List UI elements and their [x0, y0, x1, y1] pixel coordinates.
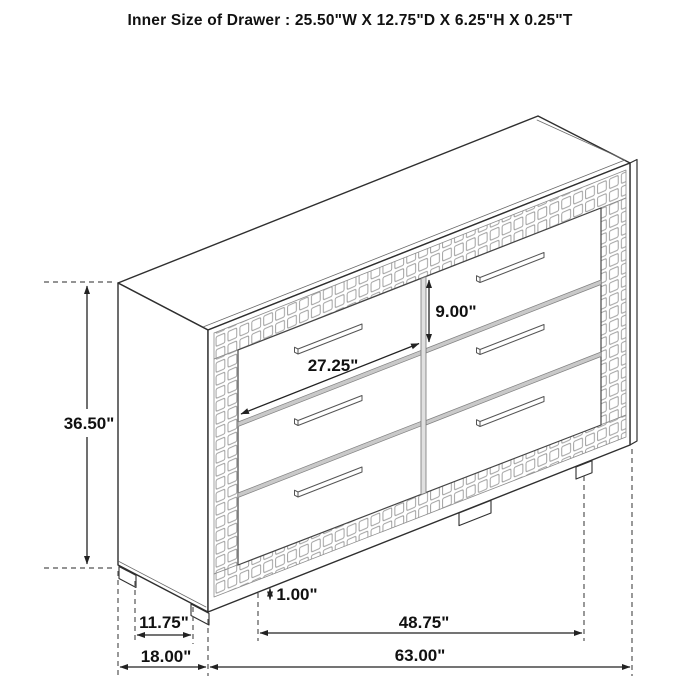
texture-strip-right — [601, 198, 626, 425]
dim-label-overall-width: 63.00" — [394, 646, 446, 665]
dim-label-drawer-height: 9.00" — [435, 302, 477, 321]
dresser-body — [118, 116, 637, 625]
dresser-right-edge — [630, 160, 637, 446]
dim-label-overall-height: 36.50" — [63, 414, 115, 433]
texture-strip-left — [214, 350, 238, 574]
drawer-divider-center — [421, 277, 426, 495]
dim-label-base-height: 1.00" — [276, 585, 318, 604]
dim-label-drawer-width: 27.25" — [307, 356, 359, 375]
page-title: Inner Size of Drawer : 25.50"W X 12.75"D X 6.25"H X 0.25"T — [127, 12, 573, 29]
dim-label-front-leg-spacing: 48.75" — [398, 613, 450, 632]
dim-label-overall-depth: 18.00" — [140, 647, 192, 666]
dresser-left-panel — [118, 283, 208, 612]
dim-label-side-leg-spacing: 11.75" — [139, 613, 189, 632]
